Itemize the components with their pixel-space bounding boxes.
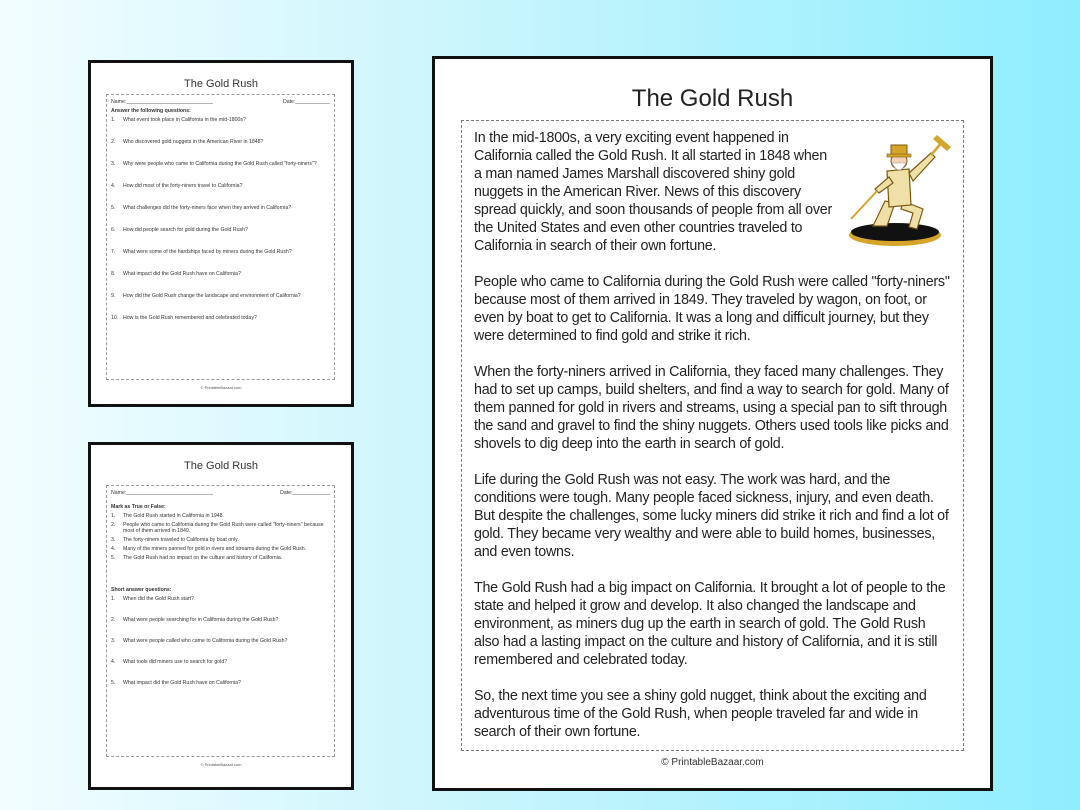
item-text: How is the Gold Rush remembered and celebrated today? — [123, 315, 257, 321]
worksheet-title: The Gold Rush — [184, 460, 258, 472]
item-number: 4. — [111, 183, 116, 189]
question-item — [111, 659, 330, 665]
worksheet-box — [106, 94, 335, 380]
item-text: What were people searching for in California during the Gold Rush? — [123, 617, 279, 623]
item-number: 2. — [111, 617, 116, 623]
passage-paragraph: Life during the Gold Rush was not easy. The work was hard, and the conditions were tough. Many people faced sickness, injury, and even death. But despite the challenges, some lucky miners did strike it rich and find a lot of gold. They became very wealthy and were able to build homes, businesses, and even towns. — [474, 472, 949, 560]
question-item — [111, 617, 330, 623]
passage-paragraph: In the mid-1800s, a very exciting event happened in California called the Gold Rush. It all started in 1848 when a man named James Marshall discovered shiny gold nuggets in the American River. News of this discovery spread quickly, and soon thousands of people from all over the United States and even other countries traveled to California in search of their own fortune. — [474, 130, 832, 254]
passage-paragraph: So, the next time you see a shiny gold nugget, think about the exciting and adventurous time of the Gold Rush, when people traveled far and wide in search of their own fortune. — [474, 688, 927, 740]
copyright-footer: © PrintableBazaar.com — [200, 385, 242, 390]
item-number: 8. — [111, 271, 116, 277]
question-item — [111, 638, 330, 644]
page-title: The Gold Rush — [631, 85, 794, 112]
item-text: The Gold Rush started in California in 1948. — [123, 513, 224, 519]
item-text: Many of the miners panned for gold in rivers and streams during the Gold Rush. — [123, 546, 307, 552]
item-text: How did most of the forty-niners travel to California? — [123, 183, 243, 189]
question-item — [111, 546, 330, 552]
question-item — [111, 522, 330, 534]
item-text: The Gold Rush had no impact on the culture and history of California. — [123, 555, 283, 561]
question-item — [111, 596, 330, 602]
item-text: What were some of the hardships faced by miners during the Gold Rush? — [123, 249, 292, 255]
item-text: What impact did the Gold Rush have on California? — [123, 271, 241, 277]
copyright-footer: © PrintableBazaar.com — [661, 757, 764, 768]
question-item — [111, 513, 330, 519]
item-text: The forty-niners traveled to California by boat only. — [123, 537, 239, 543]
question-item — [111, 139, 330, 145]
question-item — [111, 680, 330, 686]
true-false-heading: Mark as True or False: — [111, 504, 166, 510]
question-item — [111, 205, 330, 211]
item-number: 3. — [111, 537, 116, 543]
item-number: 1. — [111, 513, 116, 519]
worksheet-title: The Gold Rush — [184, 78, 258, 90]
item-number: 9. — [111, 293, 116, 299]
name-field-label: Name:______________________________ — [111, 490, 213, 496]
short-answer-heading: Short answer questions: — [111, 587, 172, 593]
item-number: 2. — [111, 522, 116, 528]
question-item — [111, 227, 330, 233]
item-text: How did the Gold Rush change the landscape and environment of California? — [123, 293, 301, 299]
instructions: Answer the following questions: — [111, 108, 191, 114]
passage-paragraph: People who came to California during the Gold Rush were called "forty-niners" because most of them arrived in 1849. They traveled by wagon, on foot, or even by boat to get to California. It was a long and difficult journey, but they were determined to find gold and strike it rich. — [474, 274, 950, 344]
passage-box — [461, 120, 964, 751]
question-item — [111, 293, 330, 299]
question-item — [111, 183, 330, 189]
item-number: 1. — [111, 117, 116, 123]
item-number: 7. — [111, 249, 116, 255]
worksheet-true-false-thumbnail[interactable] — [88, 442, 354, 790]
question-item — [111, 161, 330, 167]
passage-paragraph: The Gold Rush had a big impact on California. It brought a lot of people to the state and helped it grow and develop. It also changed the landscape and environment, as miners dug up the earth in search of gold. The Gold Rush also had a lasting impact on the culture and history of California, and it is still remembered and celebrated today. — [474, 580, 946, 668]
reading-passage-page — [432, 56, 993, 791]
name-field-label: Name:______________________________ — [111, 99, 213, 105]
date-field-label: Date:____________ — [282, 99, 330, 105]
date-field-label: Date:_____________ — [280, 490, 330, 496]
copyright-footer: © PrintableBazaar.com — [200, 762, 242, 767]
item-text: What challenges did the forty-niners face when they arrived in California? — [123, 205, 292, 211]
worksheet-box — [106, 485, 335, 757]
question-item — [111, 555, 330, 561]
item-text: Why were people who came to California during the Gold Rush called "forty-niners"? — [123, 161, 317, 167]
item-text: People who came to California during the Gold Rush were called "forty-niners" because most of them arrived in 1849. — [123, 522, 324, 534]
question-item — [111, 271, 330, 277]
item-number: 4. — [111, 659, 116, 665]
item-number: 2. — [111, 139, 116, 145]
item-text: What were people called who came to California during the Gold Rush? — [123, 638, 288, 644]
item-number: 3. — [111, 638, 116, 644]
item-text: What tools did miners use to search for gold? — [123, 659, 228, 665]
item-number: 6. — [111, 227, 116, 233]
passage-paragraph: When the forty-niners arrived in California, they faced many challenges. They had to set up camps, build shelters, and find a way to search for gold. Many of them panned for gold in rivers and streams, using a special pan to sift through the sand and gravel to find the shiny nuggets. Others used tools like picks and shovels to dig deep into the earth in search of gold. — [474, 364, 949, 452]
worksheet-questions-thumbnail[interactable] — [88, 60, 354, 407]
question-item — [111, 537, 330, 543]
question-item — [111, 117, 330, 123]
item-text: How did people search for gold during the Gold Rush? — [123, 227, 248, 233]
item-text: What impact did the Gold Rush have on California? — [123, 680, 241, 686]
item-text: Who discovered gold nuggets in the American River in 1848? — [123, 139, 264, 145]
item-number: 5. — [111, 555, 116, 561]
item-number: 5. — [111, 680, 116, 686]
item-number: 4. — [111, 546, 116, 552]
question-item — [111, 315, 330, 321]
item-number: 1. — [111, 596, 116, 602]
item-text: What event took place in California in the mid-1800s? — [123, 117, 246, 123]
item-number: 5. — [111, 205, 116, 211]
item-text: When did the Gold Rush start? — [123, 596, 194, 602]
gold-miner-illustration — [843, 131, 953, 249]
item-number: 10. — [111, 315, 119, 321]
item-number: 3. — [111, 161, 116, 167]
question-item — [111, 249, 330, 255]
